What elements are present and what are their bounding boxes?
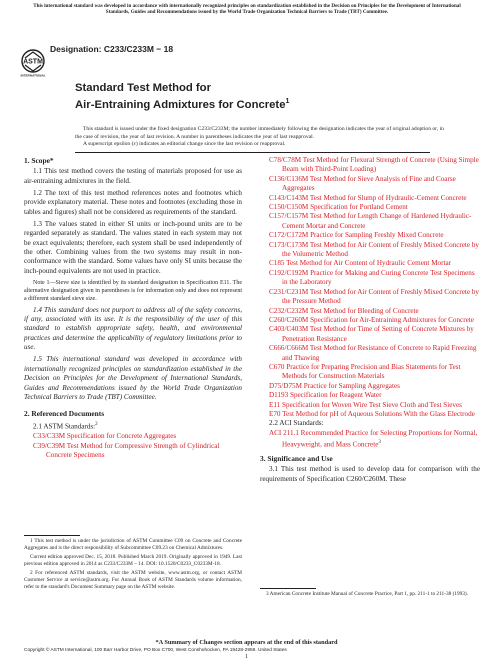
svg-text:INTERNATIONAL: INTERNATIONAL bbox=[20, 73, 46, 77]
scope-1-5: 1.5 This international standard was developed in accordance with internationally recognized principles on standardization established in the Decision on Principles for the Development of International Standards, Guides and Recommendations issued by the World Trade Organization Technical Barriers to Trade (TBT) Committee. bbox=[24, 355, 242, 401]
reference-code-link[interactable]: C670 bbox=[269, 362, 285, 371]
reference-code-link[interactable]: C666/C666M bbox=[269, 344, 309, 353]
reference-code-link[interactable]: C143/C143M bbox=[269, 193, 309, 202]
reference-code-link[interactable]: ACI 211.1 bbox=[269, 428, 299, 437]
reference-item bbox=[260, 288, 480, 307]
reference-code-link[interactable]: D75/D75M bbox=[269, 381, 302, 390]
left-column bbox=[24, 156, 242, 460]
left-footnotes bbox=[24, 538, 242, 593]
reference-code-link[interactable]: C403/C403M bbox=[269, 325, 309, 334]
left-footnote-rule bbox=[24, 535, 80, 536]
title-footnote-mark: 1 bbox=[285, 98, 290, 105]
reference-item bbox=[260, 325, 480, 344]
reference-code-link[interactable]: C192/C192M bbox=[269, 268, 309, 277]
reference-item bbox=[260, 316, 480, 325]
reference-item bbox=[260, 175, 480, 194]
standard-notice-1: This standard is issued under the fixed designation C233/C233M; the number immediately following the designation indicates the year of original adoption or, in the case of revision, the year of last revision. A number in parentheses indicates the year of last reapproval. bbox=[75, 126, 444, 140]
reference-item bbox=[260, 401, 480, 410]
document-title bbox=[75, 81, 415, 112]
right-footnotes bbox=[260, 591, 480, 600]
reference-title: Test Method for Compressive Strength of Cylindrical Concrete Specimens bbox=[46, 441, 220, 460]
reference-title: Test Method for Air Content of Freshly Mixed Concrete by the Pressure Method bbox=[282, 287, 479, 306]
reference-title: Practice for Sampling Aggregates bbox=[301, 381, 400, 390]
title-line-2: Air-Entraining Admixtures for Concrete$^1$ bbox=[75, 98, 290, 111]
reference-item bbox=[24, 442, 242, 461]
reference-code-link[interactable]: C260/C260M bbox=[269, 315, 309, 324]
significance-heading: 3. Significance and Use bbox=[260, 453, 333, 463]
aci-standards-label: 2.2 ACI Standards: bbox=[269, 419, 324, 428]
scope-heading: 1. Scope* bbox=[24, 156, 54, 165]
astm-standards-label: 2.1 ASTM Standards:$^2$ bbox=[33, 422, 98, 431]
reference-title: Specification for Woven Wire Test Sieve Cloth and Test Sieves bbox=[280, 400, 462, 409]
reference-title: Practice for Sampling Freshly Mixed Concrete bbox=[308, 231, 444, 240]
reference-code-link[interactable]: C78/C78M bbox=[269, 156, 302, 164]
reference-item bbox=[260, 307, 480, 316]
referenced-documents-heading: 2. Referenced Documents bbox=[24, 409, 105, 419]
reference-item bbox=[260, 212, 480, 231]
scope-1-4: 1.4 This standard does not purport to address all of the safety concerns, if any, associated with its use. It is the responsibility of the user of this standard to establish appropriate safety, health, and environmental practices and determine the applicability of regulatory limitations prior to use. bbox=[24, 305, 242, 352]
reference-item bbox=[260, 194, 480, 203]
summary-of-changes-note: *A Summary of Changes section appears at the end of this standard bbox=[155, 639, 338, 646]
standard-notice bbox=[75, 126, 445, 149]
reference-code-link[interactable]: C157/C157M bbox=[269, 212, 309, 221]
significance-3-1: 3.1 This test method is used to develop data for comparison with the requirements of Specification C260/C260M. These bbox=[260, 465, 480, 483]
footnote-1-edition: Current edition approved Dec. 15, 2018. Published March 2019. Originally approved in 1949. Last previous edition approved in 2014 as C233/C233M – 14. DOI: 10.1520/C0233_C0233M-18. bbox=[24, 554, 242, 567]
reference-title: Test Method for Resistance of Concrete to Rapid Freezing and Thawing bbox=[282, 344, 477, 362]
copyright: Copyright © ASTM International, 100 Barr Harbor Drive, PO Box C700, West Conshohocken, PA 19428-2959. United States bbox=[24, 648, 287, 653]
reference-code-link[interactable]: C172/C172M bbox=[269, 231, 309, 240]
reference-item bbox=[260, 382, 480, 391]
reference-code-link[interactable]: D1193 bbox=[269, 391, 289, 400]
reference-item bbox=[260, 231, 480, 240]
reference-title: Test Method for Flexural Strength of Concrete (Using Simple Beam with Third-Point Loading) bbox=[282, 156, 479, 174]
left-reference-list bbox=[24, 432, 242, 460]
reference-footnote-mark: 3 bbox=[378, 440, 381, 446]
reference-item bbox=[260, 363, 480, 382]
reference-title: Test Method for Length Change of Hardened Hydraulic-Cement Mortar and Concrete bbox=[282, 212, 472, 230]
reference-item bbox=[260, 203, 480, 212]
right-column bbox=[260, 156, 480, 487]
scope-note-1: Note 1—Sieve size is identified by its standard designation in Specification E11. The alternative designation given in parentheses is for information only and does not represent a different standard sieve size. bbox=[24, 279, 242, 302]
reference-title: Specification for Portland Cement bbox=[308, 203, 408, 212]
reference-title: Test Method for Air Content of Freshly Mixed Concrete by the Volumetric Method bbox=[282, 240, 479, 259]
reference-code-link[interactable]: C33/C33M bbox=[33, 432, 66, 441]
reference-title: Specification for Concrete Aggregates bbox=[65, 432, 177, 441]
reference-item bbox=[260, 269, 480, 288]
tbt-notice: This international standard was developed in accordance with internationally recognized principles on standardization established in the Decision on Principles for the Development of International Standards, Guides and Recommendations issued by the World Trade Organization Technical Barriers to Trade (TBT) Committee. bbox=[33, 3, 461, 16]
scope-1-3: 1.3 The values stated in either SI units or inch-pound units are to be regarded separately as standard. The values stated in each system may not be exact equivalents; therefore, each system shall be used independently of the other. Combining values from the two systems may result in non-conformance with the standard. Some values have only SI units because the inch-pound equivalents are not used in practice. bbox=[24, 219, 242, 275]
reference-title: Test Method for Sieve Analysis of Fine and Coarse Aggregates bbox=[282, 174, 456, 193]
footnote-3: 3 American Concrete Institute Manual of Concrete Practice, Part 1, pp. 211-1 to 211-38 (1993). bbox=[266, 591, 469, 597]
reference-item bbox=[260, 344, 480, 363]
designation: Designation: C233/C233M − 18 bbox=[50, 44, 174, 54]
reference-item bbox=[260, 429, 480, 450]
reference-title: Test Method for Air Content of Hydraulic Cement Mortar bbox=[284, 259, 452, 268]
reference-item bbox=[260, 156, 480, 175]
reference-title: Test Method for pH of Aqueous Solutions With the Glass Electrode bbox=[280, 409, 475, 418]
footnote-1: 1 This test method is under the jurisdiction of ASTM Committee C09 on Concrete and Concrete Aggregates and is the direct responsibility of Subcommittee C09.23 on Chemical Admixtures. bbox=[24, 538, 242, 551]
reference-title: Test Method for Bleeding of Concrete bbox=[308, 306, 419, 315]
standard-notice-2: A superscript epsilon (ε) indicates an editorial change since the last revision or reapproval. bbox=[83, 141, 286, 148]
reference-code-link[interactable]: C136/C136M bbox=[269, 174, 309, 183]
reference-code-link[interactable]: E70 bbox=[269, 409, 281, 418]
reference-title: Recommended Practice for Selecting Proportions for Normal, Heavyweight, and Mass Concrete bbox=[282, 428, 478, 449]
reference-title: Test Method for Time of Setting of Concrete Mixtures by Penetration Resistance bbox=[282, 325, 474, 343]
reference-code-link[interactable]: E11 bbox=[269, 400, 281, 409]
reference-item bbox=[260, 259, 480, 268]
reference-code-link[interactable]: C150/C150M bbox=[269, 203, 309, 212]
reference-code-link[interactable]: C185 bbox=[269, 259, 285, 268]
aci-reference-list bbox=[260, 429, 480, 450]
reference-item bbox=[260, 241, 480, 260]
reference-item bbox=[260, 391, 480, 400]
reference-code-link[interactable]: C39/C39M bbox=[33, 441, 66, 450]
title-line-1: Standard Test Method for bbox=[75, 82, 211, 94]
reference-title: Specification for Reagent Water bbox=[288, 391, 382, 400]
right-footnote-rule bbox=[260, 588, 316, 589]
reference-item bbox=[24, 432, 242, 441]
reference-item bbox=[260, 410, 480, 419]
footnote-2: 2 For referenced ASTM standards, visit the ASTM website, www.astm.org, or contact ASTM Customer Service at service@astm.org. For Annual Book of ASTM Standards volume information, refer to the standard's Document Summary page on the ASTM website. bbox=[24, 570, 242, 590]
reference-title: Practice for Making and Curing Concrete Test Specimens in the Laboratory bbox=[282, 268, 475, 287]
reference-title: Test Method for Slump of Hydraulic-Cement Concrete bbox=[308, 193, 467, 202]
svg-text:ASTM: ASTM bbox=[23, 58, 43, 66]
astm-logo bbox=[20, 49, 46, 77]
scope-1-2: 1.2 The text of this test method references notes and footnotes which provide explanatory material. These notes and footnotes (excluding those in tables and figures) shall not be considered as requirements of the standard. bbox=[24, 188, 242, 216]
reference-title: Practice for Preparing Precision and Bias Statements for Test Methods for Construction Materials bbox=[282, 362, 461, 381]
reference-code-link[interactable]: C232/C232M bbox=[269, 306, 309, 315]
scope-1-1: 1.1 This test method covers the testing of materials proposed for use as air-entraining admixtures in the field. bbox=[24, 167, 242, 185]
right-reference-list bbox=[260, 156, 480, 419]
header-rule bbox=[75, 152, 430, 153]
page-number: 1 bbox=[244, 653, 249, 660]
reference-code-link[interactable]: C173/C173M bbox=[269, 240, 309, 249]
reference-code-link[interactable]: C231/C231M bbox=[269, 287, 309, 296]
reference-title: Specification for Air-Entraining Admixtures for Concrete bbox=[308, 315, 474, 324]
